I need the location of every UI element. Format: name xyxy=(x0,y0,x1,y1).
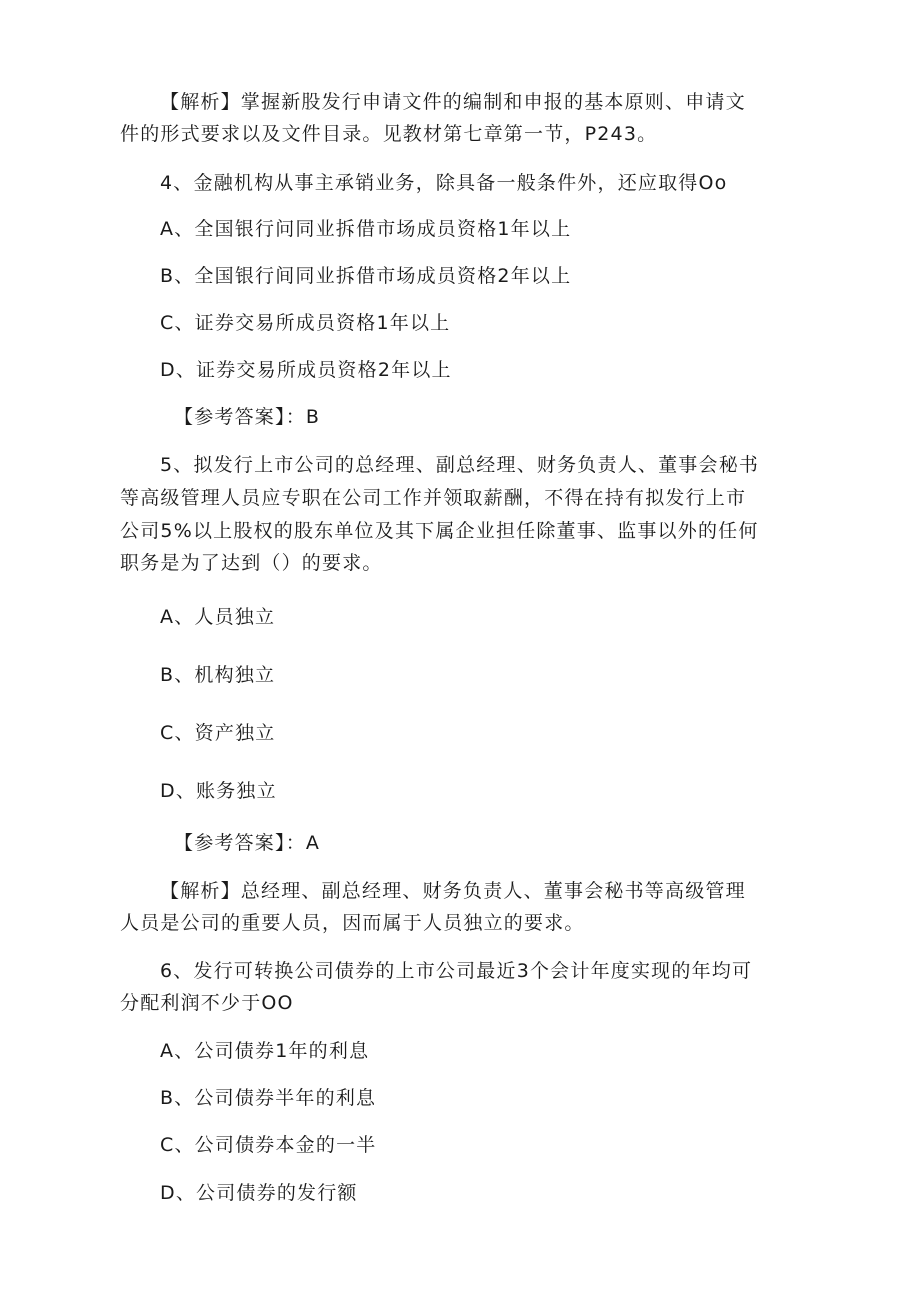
q4-answer: 【参考答案】：B xyxy=(174,406,321,428)
q4-option-c: C、证券交易所成员资格1年以上 xyxy=(160,312,451,334)
q3-analysis-line-2: 件的形式要求以及文件目录。见教材第七章第一节，P243。 xyxy=(120,123,658,145)
q6-option-a: A、公司债券1年的利息 xyxy=(160,1040,370,1062)
q6-option-b: B、公司债券半年的利息 xyxy=(160,1087,377,1109)
q5-question-line-4: 职务是为了达到（）的要求。 xyxy=(120,552,383,574)
q5-option-d: D、账务独立 xyxy=(160,780,277,802)
q5-question-line-2: 等高级管理人员应专职在公司工作并领取薪酬，不得在持有拟发行上市 xyxy=(120,487,747,509)
q6-question-line-2: 分配利润不少于OO xyxy=(120,992,294,1014)
q5-option-a: A、人员独立 xyxy=(160,606,276,628)
q4-option-b: B、全国银行间同业拆借市场成员资格2年以上 xyxy=(160,265,572,287)
q5-question-line-3: 公司5%以上股权的股东单位及其下属企业担任除董事、监事以外的任何 xyxy=(120,520,759,542)
q4-option-a: A、全国银行问同业拆借市场成员资格1年以上 xyxy=(160,218,572,240)
q4-option-d: D、证券交易所成员资格2年以上 xyxy=(160,359,452,381)
q6-question-line-1: 6、发行可转换公司债券的上市公司最近3个会计年度实现的年均可 xyxy=(160,960,753,982)
q5-question-line-1: 5、拟发行上市公司的总经理、副总经理、财务负责人、董事会秘书 xyxy=(160,454,760,476)
q5-option-b: B、机构独立 xyxy=(160,664,276,686)
q5-answer: 【参考答案】：A xyxy=(174,832,321,854)
q3-analysis-line-1: 【解析】掌握新股发行申请文件的编制和申报的基本原则、申请文 xyxy=(160,91,746,113)
q6-option-d: D、公司债券的发行额 xyxy=(160,1182,358,1204)
q5-analysis-line-1: 【解析】总经理、副总经理、财务负责人、董事会秘书等高级管理 xyxy=(160,880,746,902)
q4-question: 4、金融机构从事主承销业务，除具备一般条件外，还应取得Oo xyxy=(160,172,728,194)
q5-analysis-line-2: 人员是公司的重要人员，因而属于人员独立的要求。 xyxy=(120,912,585,934)
q5-option-c: C、资产独立 xyxy=(160,722,276,744)
q6-option-c: C、公司债券本金的一半 xyxy=(160,1134,377,1156)
